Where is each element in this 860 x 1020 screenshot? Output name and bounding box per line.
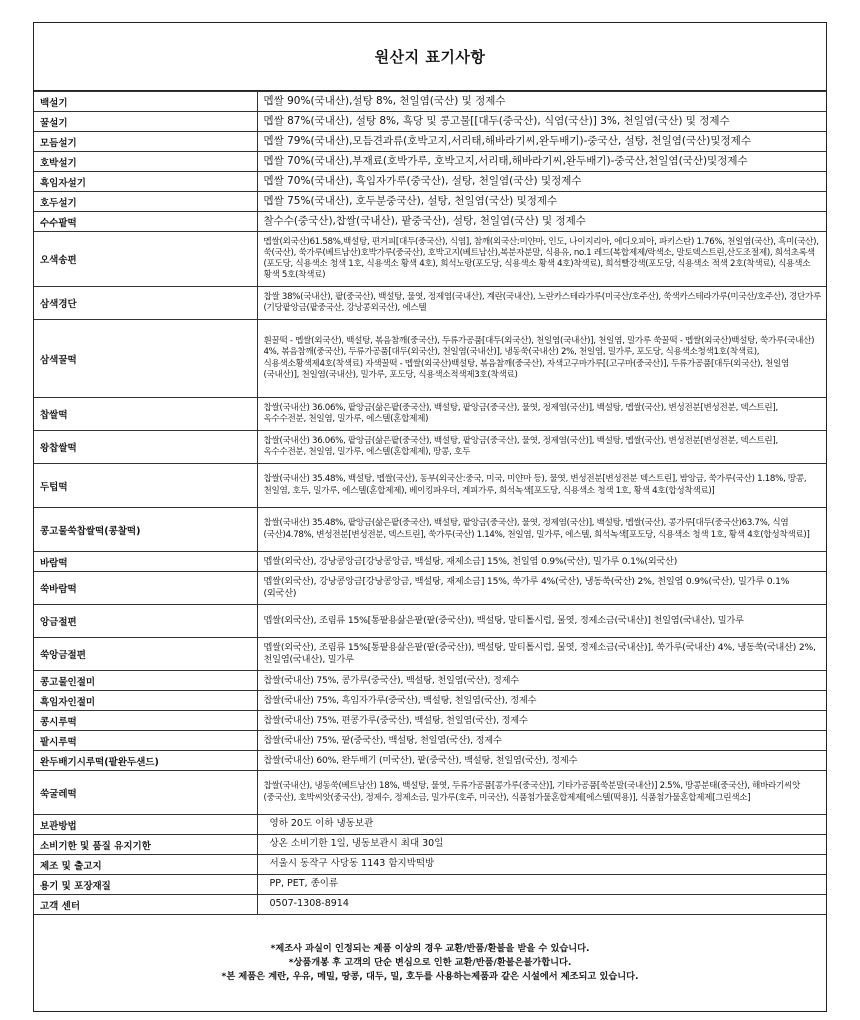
product-ingredients: 멥쌀 79%(국내산),모듬견과류(호박고지,서리태,해바라기씨,완두배기)-중국산, 설탕, 천일염(국산)및정제수 <box>257 132 826 152</box>
product-rows <box>34 92 826 815</box>
product-name: 두텁떡 <box>34 464 257 508</box>
product-ingredients: 찹쌀(국내산) 75%, 흑임자가루(중국산), 백설탕, 천일염(국산), 정제수 <box>257 691 826 711</box>
title-area <box>34 23 826 91</box>
product-ingredients: 찹쌀(국내산) 36.06%, 팥앙금(삶은팥(중국산), 백설탕, 팥앙금(중국산), 물엿, 정제염(국산)], 백설탕, 멥쌀(국산), 변성전분[변성전분, 덱스트린], 옥수수전분, 천일염, 밀가루, 에스텔(혼합제제) <box>257 398 826 431</box>
product-ingredients: 찹쌀(국내산) 35.48%, 팥앙금(삶은팥(중국산), 백설탕, 팥앙금(중국산), 물엿, 정제염(국산)], 백설탕, 멥쌀(국산), 콩가루[대두(중국산)63.7%, 식염(국산)4.78%, 변성전분[변성전분, 덱스트린], 쑥가루(국산) 1.14%, 천일염, 밀가루, 에스텔, 희석녹색[포도당, 식용색소 청색 1호, 황색 4호(합성착색료)] <box>257 508 826 552</box>
product-name: 콩고물쑥찹쌀떡(콩찰떡) <box>34 508 257 552</box>
product-name: 쑥바람떡 <box>34 572 257 605</box>
product-name: 콩고물인절미 <box>34 671 257 691</box>
product-row <box>34 572 826 605</box>
product-ingredients: 찹쌀(국내산) 60%, 완두배기 (미국산), 팥(중국산), 백설탕, 천일염(국산), 정제수 <box>257 751 826 771</box>
product-row <box>34 771 826 815</box>
product-row <box>34 232 826 287</box>
product-name: 쑥굴레떡 <box>34 771 257 815</box>
product-row <box>34 691 826 711</box>
info-row <box>34 835 826 855</box>
product-ingredients: 찹쌀(국내산) 75%, 팥(중국산), 백설탕, 천일염(국산), 정제수 <box>257 731 826 751</box>
product-row <box>34 192 826 212</box>
product-name: 찹쌀떡 <box>34 398 257 431</box>
info-rows <box>34 815 826 915</box>
product-ingredients: 찹쌀 38%(국내산), 팥(중국산), 백설탕, 물엿, 정제염(국내산), 계란(국내산), 노란카스테라가루(미국산/호주산), 쑥색카스테라가루(미국산/호주산), 경단가루(기당팥앙금(팥중국산, 강낭콩외국산), 에스텔 <box>257 287 826 320</box>
info-row <box>34 875 826 895</box>
product-ingredients: 멥쌀(외국산), 조림류 15%[통팥용삶은팥(팥(중국산)), 백설탕, 말티톨시럽, 물엿, 정제소금(국내산)] 천일염(국내산), 밀가루 <box>257 605 826 638</box>
product-row <box>34 638 826 671</box>
product-name: 호박설기 <box>34 152 257 172</box>
product-name: 꿀설기 <box>34 112 257 132</box>
product-row <box>34 212 826 232</box>
info-value: 영하 20도 이하 냉동보관 <box>257 815 826 835</box>
product-row <box>34 112 826 132</box>
product-row <box>34 464 826 508</box>
product-ingredients: 멥쌀 70%(국내산),부재료(호박가루, 호박고지,서리태,해바라기씨,완두배기)-중국산,천일염(국산)및정제수 <box>257 152 826 172</box>
product-ingredients: 멥쌀(외국산), 강낭콩앙금[강낭콩앙금, 백설탕, 재제소금] 15%, 쑥가루 4%(국산), 냉동쑥(국산) 2%, 천일염 0.9%(국산), 밀가루 0.1%(외국산) <box>257 572 826 605</box>
info-label: 용기 및 포장재질 <box>34 875 257 895</box>
product-ingredients: 멥쌀 75%(국내산), 호두분중국산), 설탕, 천일염(국산) 및정제수 <box>257 192 826 212</box>
info-label: 소비기한 및 품질 유지기한 <box>34 835 257 855</box>
product-name: 백설기 <box>34 92 257 112</box>
product-ingredients: 찹쌀(국내산) 35.48%, 백설탕, 멥쌀(국산), 동부(외국산:중국, 미국, 미얀마 등), 물엿, 변성전분[변성전분 덱스트린], 밤앙금, 쑥가루(국산) 1.18%, 땅콩, 천일염, 호두, 밀가루, 에스텔(혼합제제), 베이킹파우더, 계피가루, 희석녹색[포도당, 식용색소 청색 1호, 황색 4호(합성착색료)] <box>257 464 826 508</box>
product-ingredients: 멥쌀(외국산), 조림류 15%[통팥용삶은팥(팥(중국산)), 백설탕, 말티톨시럽, 물엿, 정제소금(국내산)], 쑥가루(국내산) 4%, 냉동쑥(국내산) 2%, 천일염(국내산), 밀가루 <box>257 638 826 671</box>
notice-line: *제조사 과실이 인정되는 제품 이상의 경우 교환/반품/환불을 받을 수 있습니다. <box>270 943 590 954</box>
origin-label-sheet <box>33 22 827 1012</box>
product-name: 콩시루떡 <box>34 711 257 731</box>
product-row <box>34 287 826 320</box>
product-row <box>34 731 826 751</box>
product-row <box>34 605 826 638</box>
product-row <box>34 431 826 464</box>
product-name: 팥시루떡 <box>34 731 257 751</box>
page-title: 원산지 표기사항 <box>374 48 486 66</box>
product-ingredients: 멥쌀(외국산), 강낭콩앙금[강낭콩앙금, 백설탕, 재제소금] 15%, 천일염 0.9%(국산), 밀가루 0.1%(외국산) <box>257 552 826 572</box>
product-ingredients: 찰수수(중국산),찹쌀(국내산), 팥중국산), 설탕, 천일염(국산) 및 정제수 <box>257 212 826 232</box>
product-ingredients: 찹쌀(국내산) 36.06%, 팥앙금(삶은팥(중국산), 백설탕, 팥앙금(중국산), 물엿, 정제염(국산)], 백설탕, 멥쌀(국산), 변성전분[변성전분, 덱스트린], 옥수수전분, 천일염, 밀가루, 에스텔(혼합제제), 땅콩, 호두 <box>257 431 826 464</box>
product-ingredients: 흰꿀떡 - 멥쌀(외국산), 백설탕, 볶음참깨(중국산), 두류가공품[대두(외국산), 천일염(국내산)], 천일염, 밀가루 쑥꿀떡 - 멥쌀(외국산)백설탕, 쑥가루(국내산) 4%, 볶음참깨(중국산), 두류가공품[대두(외국산), 천일염(국내산)], 냉동쑥(국내산) 2%, 천일염, 밀가루, 포도당, 식용색소청색1호(착색료), 식용색소황색제4호(착색료) 자색꿀떡 - 멥쌀(외국산)백설탕, 볶음참깨(중국산), 자색고구마가루[(고구마(중국산)], 두류가공품[대두(외국산), 천일염(국내산)], 천일염(국내산), 밀가루, 포도당, 식용색소적색제3호(착색료) <box>257 320 826 398</box>
notice-line: *상품개봉 후 고객의 단순 변심으로 인한 교환/반품/환불은불가합니다. <box>288 957 572 968</box>
product-name: 삼색경단 <box>34 287 257 320</box>
product-row <box>34 398 826 431</box>
product-name: 모듬설기 <box>34 132 257 152</box>
product-row <box>34 172 826 192</box>
product-name: 삼색꿀떡 <box>34 320 257 398</box>
notice-line: *본 제품은 계란, 우유, 메밀, 땅콩, 대두, 밀, 호두를 사용하는제품과 같은 시설에서 제조되고 있습니다. <box>221 971 639 982</box>
product-ingredients: 멥쌀(외국산)61.58%,백설탕, 편거피[대두(중국산), 식염], 참깨(외국산:미얀마, 인도, 나이지리아, 에디오피아, 파키스탄) 1.76%, 천일염(국산), 흑미(국산), 쑥(국산), 쑥가루(베트남산)호박가루(중국산), 호박고지(베트남산),복분자분말, 식용유, no.1 레드(복합제제/락색소, 말토덱스트린,산도조절제), 희석초록색(포도당, 식용색소 청색 1호, 식용색소 황색 4호), 희석노랑(포도당, 식용색소 황색 4호)착색료), 희석빨강색(포도당, 식용색소 적색 2호(착색료), 식용색소 황색 5호(착색료) <box>257 232 826 287</box>
info-label: 보관방법 <box>34 815 257 835</box>
info-value: 서울시 동작구 사당동 1143 함지박떡방 <box>257 855 826 875</box>
product-row <box>34 508 826 552</box>
info-row <box>34 855 826 875</box>
info-value: 0507-1308-8914 <box>257 895 826 915</box>
product-row <box>34 320 826 398</box>
origin-table <box>34 91 826 915</box>
info-row <box>34 895 826 915</box>
product-ingredients: 찹쌀(국내산) 75%, 편콩가루(중국산), 백설탕, 천일염(국산), 정제수 <box>257 711 826 731</box>
product-name: 앙금절편 <box>34 605 257 638</box>
product-row <box>34 552 826 572</box>
product-row <box>34 132 826 152</box>
product-name: 쑥앙금절편 <box>34 638 257 671</box>
product-name: 호두설기 <box>34 192 257 212</box>
info-value: PP, PET, 종이류 <box>257 875 826 895</box>
info-row <box>34 815 826 835</box>
product-ingredients: 멥쌀 90%(국내산),설탕 8%, 천일염(국산) 및 정제수 <box>257 92 826 112</box>
product-row <box>34 751 826 771</box>
product-name: 바람떡 <box>34 552 257 572</box>
info-value: 상온 소비기한 1일, 냉동보관시 최대 30일 <box>257 835 826 855</box>
product-ingredients: 멥쌀 70%(국내산), 흑임자가루(중국산), 설탕, 천일염(국산) 및정제수 <box>257 172 826 192</box>
product-row <box>34 152 826 172</box>
product-name: 오색송편 <box>34 232 257 287</box>
product-row <box>34 711 826 731</box>
product-ingredients: 찹쌀(국내산) 75%, 콩가루(중국산), 백설탕, 천일염(국산), 정제수 <box>257 671 826 691</box>
product-row <box>34 671 826 691</box>
notice-section <box>34 915 826 1011</box>
product-name: 왕찹쌀떡 <box>34 431 257 464</box>
product-name: 수수팥떡 <box>34 212 257 232</box>
product-ingredients: 멥쌀 87%(국내산), 설탕 8%, 흑당 및 콩고물[[대두(중국산), 식염(국산)] 3%, 천일염(국산) 및 정제수 <box>257 112 826 132</box>
info-label: 고객 센터 <box>34 895 257 915</box>
product-name: 흑임자설기 <box>34 172 257 192</box>
info-label: 제조 및 출고지 <box>34 855 257 875</box>
product-name: 흑임자인절미 <box>34 691 257 711</box>
product-row <box>34 92 826 112</box>
product-name: 완두배기시루떡(팥완두샌드) <box>34 751 257 771</box>
product-ingredients: 찹쌀(국내산), 냉동쑥(베트남산) 18%, 백설탕, 물엿, 두류가공품[콩가루(중국산)], 기타가공품[쑥분말(국내산)] 2.5%, 땅콩분태(중국산), 해바라기씨앗(중국산), 호박씨앗(중국산), 정제수, 정제소금, 밀가루(호주, 미국산), 식품첨가물혼합제제[에스텔(떡용)], 식품첨가물혼합제제[그린색소] <box>257 771 826 815</box>
